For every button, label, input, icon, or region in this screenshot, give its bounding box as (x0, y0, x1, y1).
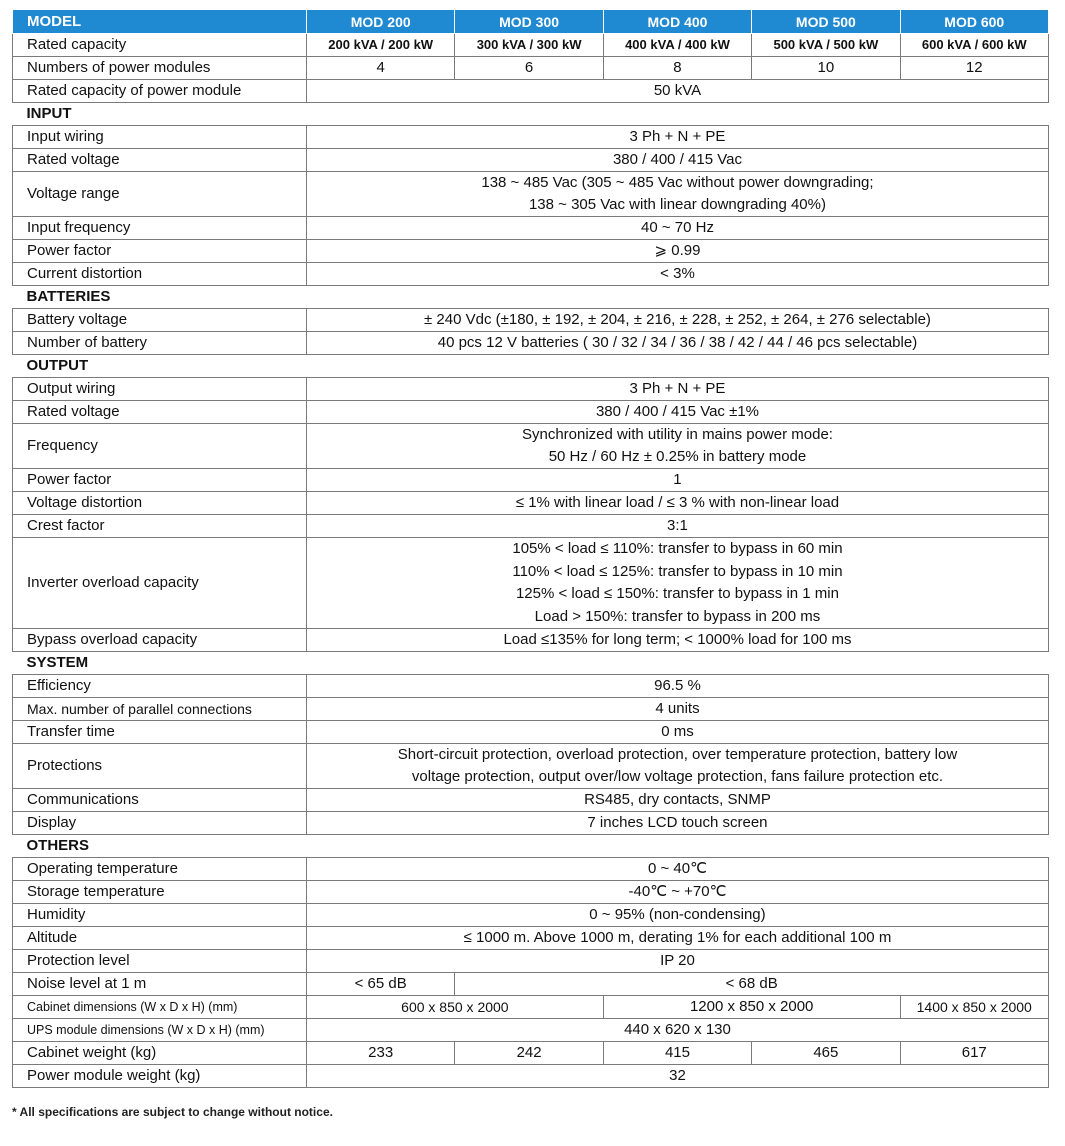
cell-line: 110% < load ≤ 125%: transfer to bypass in 10 min (512, 562, 843, 580)
model-mod200: MOD 200 (307, 10, 455, 34)
cell-value: 1 (307, 469, 1049, 492)
cell-value: 465 (752, 1042, 900, 1065)
cell-value: 500 kVA / 500 kW (752, 34, 900, 57)
row-label: Battery voltage (13, 309, 307, 332)
cell-value: 233 (307, 1042, 455, 1065)
cell-value (307, 744, 1049, 789)
table-row (13, 149, 1049, 172)
row-label: Efficiency (13, 675, 307, 698)
table-row (13, 80, 1049, 103)
row-label: Inverter overload capacity (13, 538, 307, 629)
section-header-others (13, 835, 1049, 858)
row-label: Input wiring (13, 126, 307, 149)
cell-value (307, 172, 1049, 217)
table-row (13, 950, 1049, 973)
cell-value: < 68 dB (455, 973, 1049, 996)
table-row (13, 858, 1049, 881)
section-title: BATTERIES (13, 286, 1049, 309)
cell-value: 40 ~ 70 Hz (307, 217, 1049, 240)
cell-value: 380 / 400 / 415 Vac (307, 149, 1049, 172)
cell-value: 0 ms (307, 721, 1049, 744)
table-row (13, 469, 1049, 492)
cell-line: Short-circuit protection, overload protection, over temperature protection, battery low (397, 746, 958, 763)
model-mod500: MOD 500 (752, 10, 900, 34)
row-label: Humidity (13, 904, 307, 927)
table-row (13, 217, 1049, 240)
cell-value: 380 / 400 / 415 Vac ±1% (307, 401, 1049, 424)
cell-value: Load ≤135% for long term; < 1000% load for 100 ms (307, 629, 1049, 652)
table-row (13, 721, 1049, 744)
row-label: Noise level at 1 m (13, 973, 307, 996)
cell-value: 600 x 850 x 2000 (307, 996, 604, 1019)
spec-sheet (12, 9, 1048, 1088)
table-row (13, 126, 1049, 149)
cell-value: ± 240 Vdc (±180, ± 192, ± 204, ± 216, ± 228, ± 252, ± 264, ± 276 selectable) (307, 309, 1049, 332)
table-row (13, 1019, 1049, 1042)
table-row (13, 973, 1049, 996)
table-row (13, 904, 1049, 927)
table-row (13, 698, 1049, 721)
table-row (13, 240, 1049, 263)
row-label: Protections (13, 744, 307, 789)
cell-value (307, 538, 1049, 629)
cell-line: Load > 150%: transfer to bypass in 200 ms (534, 607, 821, 625)
cell-value: 3 Ph + N + PE (307, 126, 1049, 149)
cell-value: 0 ~ 40℃ (307, 858, 1049, 881)
row-label: Max. number of parallel connections (13, 698, 307, 721)
cell-value: 6 (455, 57, 603, 80)
cell-line: 105% < load ≤ 110%: transfer to bypass in 60 min (512, 540, 843, 557)
row-label: Number of battery (13, 332, 307, 355)
cell-value: 242 (455, 1042, 603, 1065)
cell-value: ≤ 1000 m. Above 1000 m, derating 1% for each additional 100 m (307, 927, 1049, 950)
table-row (13, 57, 1049, 80)
cell-value (307, 424, 1049, 469)
model-label: MODEL (13, 10, 307, 34)
model-mod300: MOD 300 (455, 10, 603, 34)
cell-line: 138 ~ 305 Vac with linear downgrading 40%) (528, 196, 826, 213)
row-label: Communications (13, 789, 307, 812)
table-row (13, 309, 1049, 332)
row-label: Crest factor (13, 515, 307, 538)
row-label: Altitude (13, 927, 307, 950)
table-row (13, 263, 1049, 286)
row-label: Frequency (13, 424, 307, 469)
table-row (13, 927, 1049, 950)
specification-table (12, 9, 1049, 1088)
row-label: Display (13, 812, 307, 835)
row-label: Transfer time (13, 721, 307, 744)
section-header-output (13, 355, 1049, 378)
footnote: * All specifications are subject to change without notice. (12, 1105, 333, 1119)
section-title: SYSTEM (13, 652, 1049, 675)
row-label: Cabinet weight (kg) (13, 1042, 307, 1065)
table-row (13, 492, 1049, 515)
table-row (13, 744, 1049, 789)
cell-value: 200 kVA / 200 kW (307, 34, 455, 57)
section-title: INPUT (13, 103, 1049, 126)
cell-value: ⩾ 0.99 (307, 240, 1049, 263)
cell-value: 1400 x 850 x 2000 (900, 996, 1048, 1019)
row-label: Rated voltage (13, 401, 307, 424)
row-label: Power module weight (kg) (13, 1065, 307, 1088)
table-row (13, 538, 1049, 629)
table-row (13, 881, 1049, 904)
row-label: Numbers of power modules (13, 57, 307, 80)
row-label: Cabinet dimensions (W x D x H) (mm) (13, 996, 307, 1019)
row-label: Output wiring (13, 378, 307, 401)
cell-value: 440 x 620 x 130 (307, 1019, 1049, 1042)
cell-line: 50 Hz / 60 Hz ± 0.25% in battery mode (548, 448, 807, 465)
cell-value: < 65 dB (307, 973, 455, 996)
table-row (13, 789, 1049, 812)
cell-value: 300 kVA / 300 kW (455, 34, 603, 57)
cell-value: 617 (900, 1042, 1048, 1065)
cell-line: 125% < load ≤ 150%: transfer to bypass in 1 min (515, 585, 839, 602)
cell-value: 8 (603, 57, 751, 80)
row-label: Power factor (13, 240, 307, 263)
row-label: Rated capacity (13, 34, 307, 57)
cell-value: 96.5 % (307, 675, 1049, 698)
table-row (13, 675, 1049, 698)
cell-value: 0 ~ 95% (non-condensing) (307, 904, 1049, 927)
model-mod600: MOD 600 (900, 10, 1048, 34)
cell-value: 400 kVA / 400 kW (603, 34, 751, 57)
table-row (13, 515, 1049, 538)
row-label: Voltage distortion (13, 492, 307, 515)
cell-value: < 3% (307, 263, 1049, 286)
cell-value: 600 kVA / 600 kW (900, 34, 1048, 57)
cell-value: 40 pcs 12 V batteries ( 30 / 32 / 34 / 36 / 38 / 42 / 44 / 46 pcs selectable) (307, 332, 1049, 355)
table-row (13, 401, 1049, 424)
cell-value: 415 (603, 1042, 751, 1065)
cell-value: 4 units (307, 698, 1049, 721)
row-label: Power factor (13, 469, 307, 492)
row-label: Current distortion (13, 263, 307, 286)
cell-value: 32 (307, 1065, 1049, 1088)
cell-value: 50 kVA (307, 80, 1049, 103)
cell-value: ≤ 1% with linear load / ≤ 3 % with non-linear load (307, 492, 1049, 515)
table-row (13, 378, 1049, 401)
section-header-batteries (13, 286, 1049, 309)
row-label: Bypass overload capacity (13, 629, 307, 652)
table-row (13, 1065, 1049, 1088)
row-label: Rated voltage (13, 149, 307, 172)
table-row (13, 996, 1049, 1019)
cell-value: IP 20 (307, 950, 1049, 973)
cell-value: 3:1 (307, 515, 1049, 538)
cell-value: 1200 x 850 x 2000 (603, 996, 900, 1019)
header-row (13, 10, 1049, 34)
section-title: OUTPUT (13, 355, 1049, 378)
cell-value: 12 (900, 57, 1048, 80)
cell-line: voltage protection, output over/low voltage protection, fans failure protection etc. (411, 768, 944, 785)
section-header-system (13, 652, 1049, 675)
cell-value: 10 (752, 57, 900, 80)
row-label: Protection level (13, 950, 307, 973)
table-row (13, 812, 1049, 835)
row-label: Input frequency (13, 217, 307, 240)
cell-value: 7 inches LCD touch screen (307, 812, 1049, 835)
cell-value: RS485, dry contacts, SNMP (307, 789, 1049, 812)
table-row (13, 34, 1049, 57)
table-row (13, 629, 1049, 652)
table-row (13, 424, 1049, 469)
cell-value: 4 (307, 57, 455, 80)
table-row (13, 1042, 1049, 1065)
cell-line: 138 ~ 485 Vac (305 ~ 485 Vac without power downgrading; (481, 174, 874, 191)
row-label: Rated capacity of power module (13, 80, 307, 103)
row-label: Voltage range (13, 172, 307, 217)
row-label: UPS module dimensions (W x D x H) (mm) (13, 1019, 307, 1042)
cell-value: -40℃ ~ +70℃ (307, 881, 1049, 904)
row-label: Operating temperature (13, 858, 307, 881)
section-title: OTHERS (13, 835, 1049, 858)
table-row (13, 332, 1049, 355)
row-label: Storage temperature (13, 881, 307, 904)
cell-line: Synchronized with utility in mains power mode: (521, 426, 833, 443)
table-row (13, 172, 1049, 217)
cell-value: 3 Ph + N + PE (307, 378, 1049, 401)
model-mod400: MOD 400 (603, 10, 751, 34)
section-header-input (13, 103, 1049, 126)
